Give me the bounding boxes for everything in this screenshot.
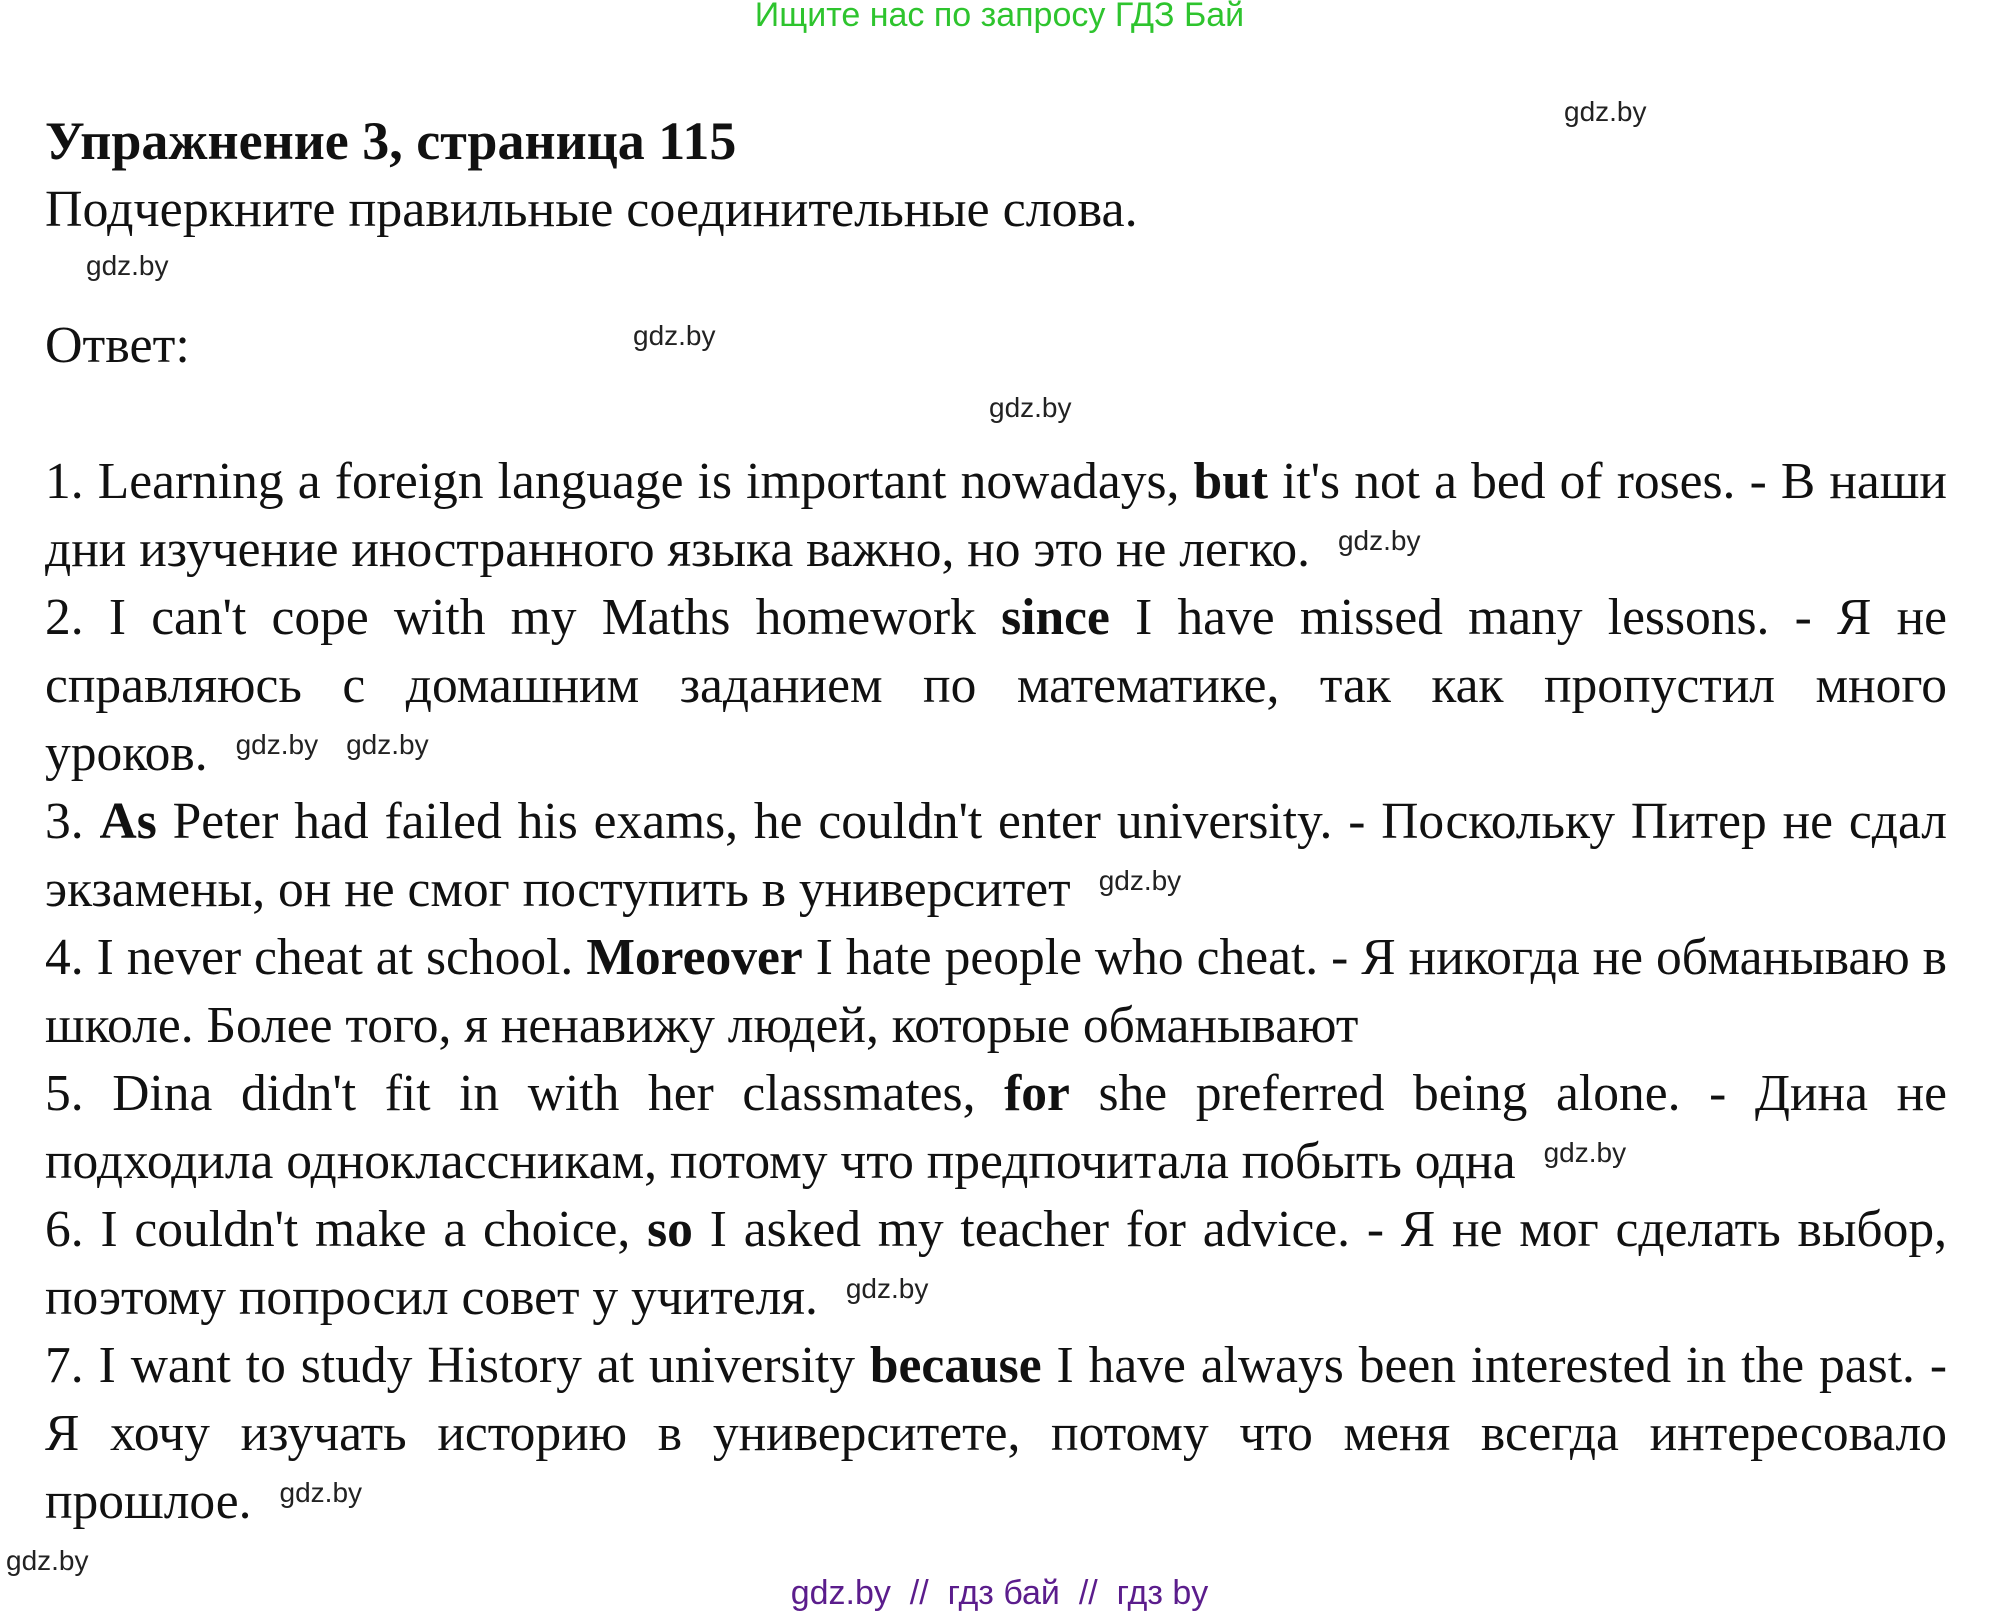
watermark: gdz.by — [279, 1477, 363, 1508]
sentence-rest: Peter had failed his exams, he couldn't enter university. - Поскольку Питер не сдал экзамены, он не смог поступить в университет — [45, 793, 1947, 918]
search-notice: Ищите нас по запросу ГДЗ Бай — [754, 0, 1245, 34]
sentence-start: 2. I can't cope with my Maths homework — [45, 589, 1002, 646]
sentence-start: 1. Learning a foreign language is important nowadays, — [45, 453, 1194, 510]
connector-word: since — [1001, 589, 1110, 646]
answer-item — [45, 448, 1947, 584]
sentence-start: 6. I couldn't make a choice, — [45, 1201, 648, 1258]
watermark: gdz.by — [6, 1545, 89, 1576]
connector-word: so — [647, 1201, 693, 1258]
connector-word: Moreover — [586, 929, 803, 986]
answer-label: Ответ: — [45, 317, 190, 374]
sentence-start: 4. I never cheat at school. — [45, 929, 587, 986]
sentence-rest: I have missed many lessons. - Я не справляюсь с домашним заданием по математике, так как пропустил много уроков. — [45, 589, 1947, 782]
watermark: gdz.by — [235, 729, 319, 760]
exercise-title: Упражнение 3, страница 115 — [45, 111, 737, 171]
sentence-rest: I asked my teacher for advice. - Я не мог сделать выбор, поэтому попросил совет у учителя. — [45, 1201, 1947, 1326]
instruction: Подчеркните правильные соединительные слова. — [45, 181, 1138, 238]
sentence-rest: I hate people who cheat. - Я никогда не обманываю в школе. Более того, я ненавижу людей, которые обманывают — [45, 929, 1947, 1054]
watermark: gdz.by — [989, 392, 1072, 423]
connector-word: As — [99, 793, 157, 850]
connector-word: for — [1004, 1065, 1070, 1122]
answer-item — [45, 1196, 1947, 1332]
answer-list — [45, 448, 1947, 1536]
answer-item — [45, 924, 1947, 1060]
connector-word: but — [1193, 453, 1268, 510]
sentence-start: 7. I want to study History at university — [45, 1337, 870, 1394]
watermark: gdz.by — [1098, 865, 1182, 896]
watermark: gdz.by — [346, 729, 429, 760]
watermark: gdz.by — [86, 250, 169, 281]
answer-item — [45, 1060, 1947, 1196]
sentence-rest: she preferred being alone. - Дина не подходила одноклассникам, потому что предпочитала побыть одна — [45, 1065, 1947, 1190]
connector-word: because — [869, 1337, 1042, 1394]
answer-item — [45, 584, 1947, 788]
answer-item — [45, 1332, 1947, 1536]
answer-item — [45, 788, 1947, 924]
footer-links: gdz.by // гдз бай // гдз by — [790, 1574, 1209, 1612]
sentence-rest: I have always been interested in the past. - Я хочу изучать историю в университете, потому что меня всегда интересовало прошлое. — [45, 1337, 1947, 1530]
sentence-start: 5. Dina didn't fit in with her classmates, — [45, 1065, 1005, 1122]
sentence-start: 3. — [45, 793, 100, 850]
sentence-rest: it's not a bed of roses. - В наши дни изучение иностранного языка важно, но это не легко. — [45, 453, 1947, 578]
watermark: gdz.by — [845, 1273, 929, 1304]
watermark: gdz.by — [1337, 525, 1421, 556]
watermark: gdz.by — [633, 320, 716, 351]
watermark: gdz.by — [1564, 96, 1647, 127]
watermark: gdz.by — [1543, 1137, 1627, 1168]
